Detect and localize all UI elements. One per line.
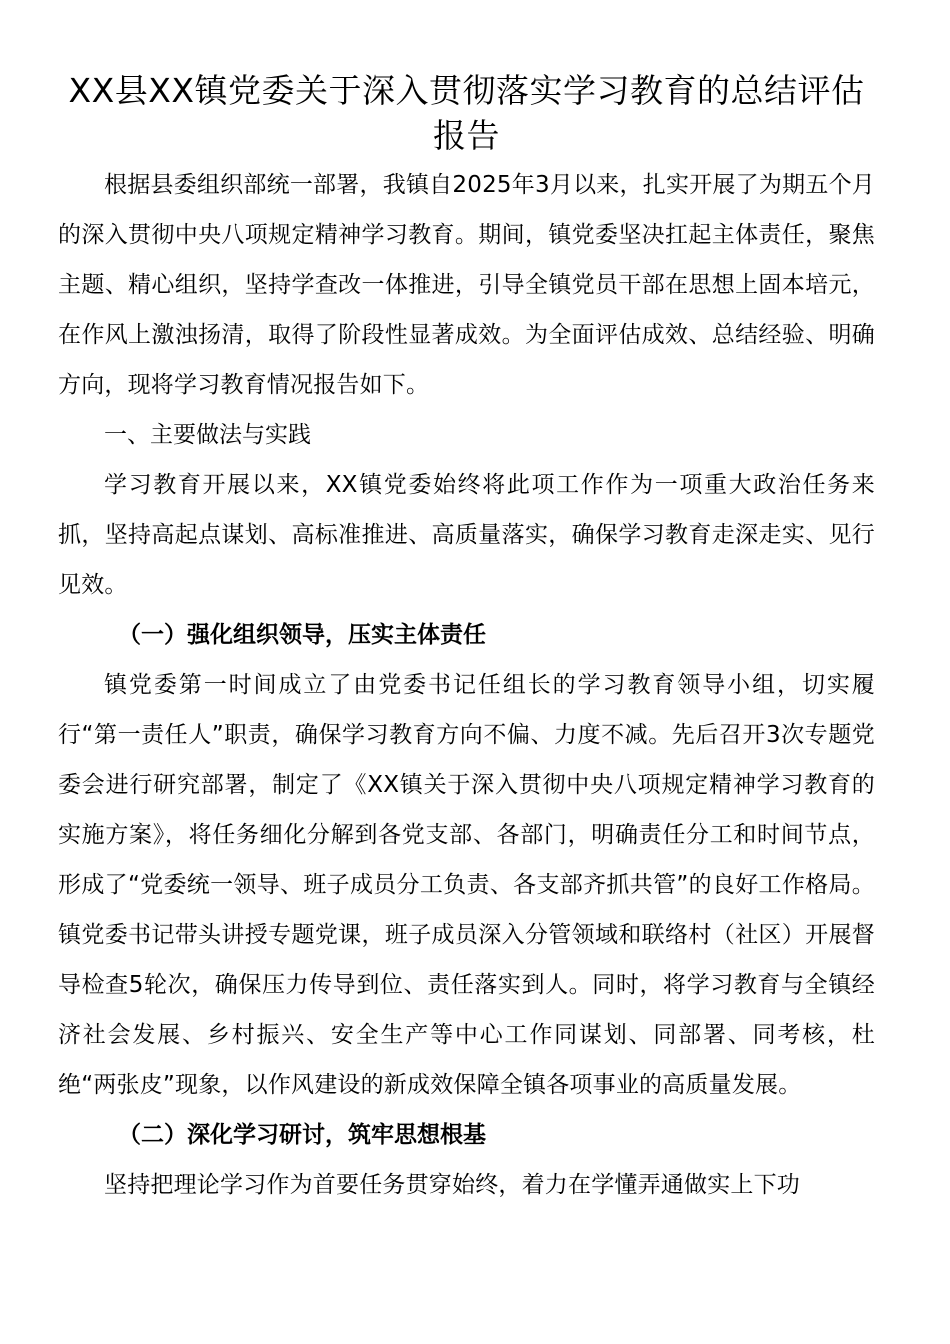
- document-body: [58, 160, 875, 1210]
- section-1-heading: 一、主要做法与实践: [104, 422, 311, 448]
- section-1-intro-paragraph: 学习教育开展以来，XX镇党委始终将此项工作作为一项重大政治任务来抓，坚持高起点谋划、高标准推进、高质量落实，确保学习教育走深走实、见行见效。: [58, 472, 875, 598]
- subsection-1-heading: （一）强化组织领导，压实主体责任: [118, 622, 486, 648]
- document-title: XX县XX镇党委关于深入贯彻落实学习教育的总结评估报告: [68, 71, 865, 155]
- subsection-2-paragraph: 坚持把理论学习作为首要任务贯穿始终，着力在学懂弄通做实上下功: [104, 1172, 800, 1198]
- subsection-2-heading: （二）深化学习研讨，筑牢思想根基: [118, 1122, 486, 1148]
- intro-paragraph: 根据县委组织部统一部署，我镇自2025年3月以来，扎实开展了为期五个月的深入贯彻中央八项规定精神学习教育。期间，镇党委坚决扛起主体责任，聚焦主题、精心组织，坚持学查改一体推进，引导全镇党员干部在思想上固本培元，在作风上激浊扬清，取得了阶段性显著成效。为全面评估成效、总结经验、明确方向，现将学习教育情况报告如下。: [58, 172, 875, 398]
- subsection-1-paragraph: 镇党委第一时间成立了由党委书记任组长的学习教育领导小组，切实履行“第一责任人”职责，确保学习教育方向不偏、力度不减。先后召开3次专题党委会进行研究部署，制定了《XX镇关于深入贯彻中央八项规定精神学习教育的实施方案》，将任务细化分解到各党支部、各部门，明确责任分工和时间节点，形成了“党委统一领导、班子成员分工负责、各支部齐抓共管”的良好工作格局。镇党委书记带头讲授专题党课，班子成员深入分管领域和联络村（社区）开展督导检查5轮次，确保压力传导到位、责任落实到人。同时，将学习教育与全镇经济社会发展、乡村振兴、安全生产等中心工作同谋划、同部署、同考核，杜绝“两张皮”现象，以作风建设的新成效保障全镇各项事业的高质量发展。: [58, 672, 875, 1098]
